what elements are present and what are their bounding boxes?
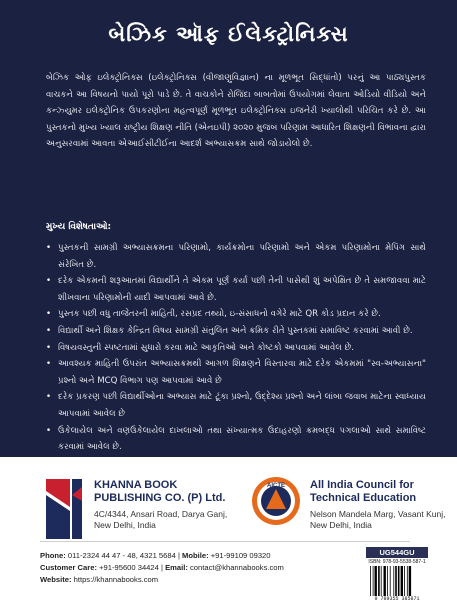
barcode <box>369 566 425 596</box>
barcode-bar <box>393 566 394 596</box>
website-value: https://khannabooks.com <box>73 575 159 584</box>
barcode-bar <box>378 566 380 596</box>
separator: | <box>177 551 183 560</box>
feature-item: • પુસ્તકની સામગ્રી અભ્યાસક્રમના પરિણામો, કાર્યક્રમોના પરિણામો અને એકમ પરિણામોના મેપિંગ સાથે સંરેખિત છે. <box>46 240 426 273</box>
mobile-label: Mobile: <box>182 551 209 560</box>
isbn-label: ISBN: 978-93-5538-587-1 <box>368 559 426 565</box>
council-name: All India Council for Technical Education <box>310 479 417 504</box>
website-label: Website: <box>40 575 72 584</box>
care-value: +91-95600 34424 <box>99 563 159 572</box>
barcode-bar <box>370 566 371 596</box>
feature-item: • વિષયવસ્તુની સ્પષ્ટતામાં સુધારો કરવા માટે આકૃતિઓ અને કોષ્ટકો આપવામાં આવેલ છે. <box>46 340 426 357</box>
barcode-bar <box>404 566 405 596</box>
feature-item: • પુસ્તક પછી વધુ તાજેતરની માહિતી, રસપ્રદ તથ્યો, ઇ-સંસાધનો વગેરે માટે QR કોડ પ્રદાન કરે છે. <box>46 306 426 323</box>
barcode-bar <box>390 566 391 596</box>
contact-info <box>40 550 340 586</box>
website-line <box>40 574 340 586</box>
aicte-logo-text: AICTE <box>267 483 285 489</box>
phone-value: 011-2324 44 47 - 48, 4321 5684 <box>67 551 176 560</box>
care-line <box>40 562 340 574</box>
feature-item: • ઉકેલાયેલ અને વણઉકેલાયેલ દાખલાઓ તથા સંખ્યાત્મક ઉદાહરણો ક્રમબદ્ધ પગલાઓ સાથે સમાવિષ્ટ કરવામાં આવેલ છે. <box>46 423 426 456</box>
page-title: બેઝિક ઑફ ઈલેક્ટ્રોનિક્સ <box>108 22 349 46</box>
care-label: Customer Care: <box>40 563 97 572</box>
barcode-bar <box>384 566 386 596</box>
phone-label: Phone: <box>40 551 66 560</box>
email-label: Email: <box>165 563 188 572</box>
publisher-address: 4C/4344, Ansari Road, Darya Ganj, New Delhi, India <box>94 509 228 530</box>
barcode-bar <box>387 566 388 596</box>
barcode-bar <box>398 566 400 596</box>
publisher-logo <box>44 477 84 541</box>
email-value: contact@khannabooks.com <box>190 563 284 572</box>
barcode-bar <box>381 566 382 596</box>
barcode-bar <box>401 566 403 596</box>
feature-item: • દરેક એકમની શરૂઆતમાં વિદ્યાર્થીને તે એકમ પૂર્ણ કર્યા પછી તેની પાસેથી શું અપેક્ષિત છે તે સમજાવવા માટે શીખવાના પરિણામોની યાદી આપવામાં આવે છે. <box>46 273 426 306</box>
intro-paragraph: બેઝિક ઓફ ઇલેક્ટ્રોનિક્સ (ઇલેક્ટ્રોનિક્સ (વીજાણુવિજ્ઞાન) ના મૂળભૂત સિદ્ધાંતો) પરનું આ પાઠ્યપુસ્તક વાચકને આ વિષયનો પાયો પૂરો પાડે છે. તે વાચકોને રોજિંદા બાબતોમાં ઉપયોગમાં લેવાતા ઓડિયો વીડિયો અને કન્ઝ્યુમર ઇલેક્ટ્રોનિક ઉપકરણોના મહત્વપૂર્ણ મૂળભૂત ઇલેક્ટ્રોનિક્સ ઇજનેરી ખ્યાલોથી પરિચિત કરે છે. આ પુસ્તકનો મુખ્ય ખ્યાલ રાષ્ટ્રીય શિક્ષણ નીતિ (એનઇપી) ૨૦૨૦ મુજબ પરિણામ આધારિત શિક્ષણની વિભાવના દ્વારા અનુસરવામાં આવતા એઆઈસીટીઈના આદર્શ અભ્યાસક્રમ સાથે જોડાયેલો છે. <box>46 73 426 150</box>
aicte-logo <box>250 475 302 527</box>
council-address: Nelson Mandela Marg, Vasant Kunj, New Delhi, India <box>310 509 446 530</box>
barcode-bar <box>409 566 411 596</box>
barcode-bar <box>395 566 397 596</box>
publisher-name: KHANNA BOOK PUBLISHING CO. (P) Ltd. <box>94 479 226 504</box>
features-heading: મુખ્ય વિશેષતાઓ: <box>46 222 112 232</box>
feature-item: • આવશ્યક માહિતી ઉપરાંત અભ્યાસક્રમથી આગળ શિક્ષણને વિસ્તારવા માટે દરેક એકમમાં "સ્વ-અભ્યાસના" પ્રશ્નો અને MCQ વિભાગ પણ આપવામાં આવે છે <box>46 356 426 389</box>
barcode-bar <box>407 566 408 596</box>
features-list <box>46 240 426 456</box>
mobile-value: +91-99109 09320 <box>210 551 271 560</box>
footer <box>0 457 457 609</box>
barcode-number: 9 789355 385871 <box>374 596 420 602</box>
feature-item: • વિદ્યાર્થી અને શિક્ષક કેન્દ્રિત વિષય સામગ્રી સંતુલિત અને ક્રમિક રીતે પુસ્તકમાં સમાવિષ્ટ કરવામાં આવી છે. <box>46 323 426 340</box>
feature-item: • દરેક પ્રકરણ પછી વિદ્યાર્થીઓના અભ્યાસ માટે ટૂંકા પ્રશ્નો, ઉદ્દેશ્ય પ્રશ્નો અને લાંબા જવાબ માટેના સ્વાધ્યાય આપવામાં આવેલ છે <box>46 389 426 422</box>
barcode-bar <box>373 566 374 596</box>
phone-line <box>40 550 340 562</box>
separator: | <box>160 563 166 572</box>
product-code: UG544GU <box>366 547 428 558</box>
footer-divider <box>40 541 410 542</box>
isbn-block <box>366 547 428 603</box>
barcode-bar <box>375 566 377 596</box>
